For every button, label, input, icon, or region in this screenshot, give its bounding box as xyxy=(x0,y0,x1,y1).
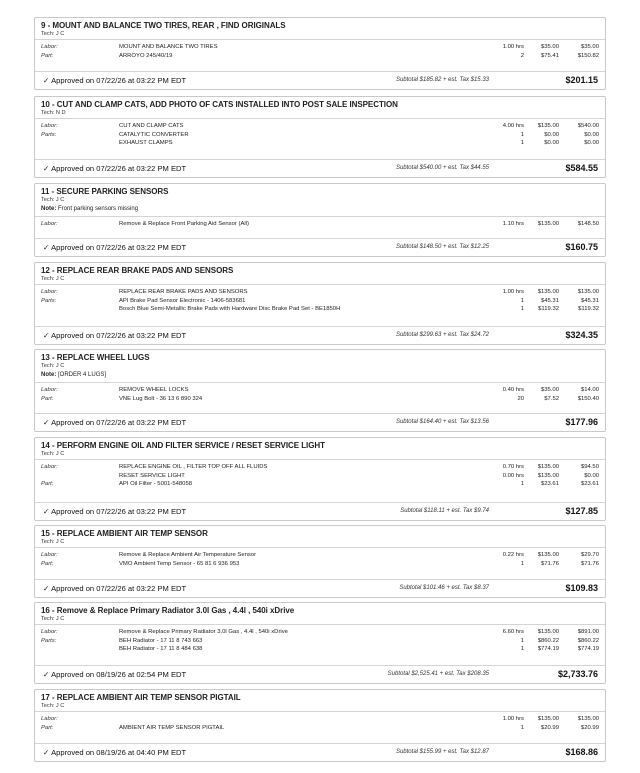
approval-text: Approved on 07/22/26 at 03:22 PM EDT xyxy=(51,243,187,252)
line-item xyxy=(41,480,599,489)
note-text: Front parking sensors missing xyxy=(58,206,139,212)
line-description: REPLACE REAR BRAKE PADS AND SENSORS xyxy=(119,289,248,295)
job-card xyxy=(34,262,606,345)
line-type: Labor: xyxy=(41,464,58,470)
line-amount: $35.00 xyxy=(580,44,599,50)
subtotal-text: Subtotal $185.82 + est. Tax $15.33 xyxy=(395,77,489,83)
note-text: [ORDER 4 LUGS] xyxy=(58,372,107,378)
check-icon: ✓ xyxy=(43,331,50,340)
line-description: RESET SERVICE LIGHT xyxy=(119,472,185,479)
job-card xyxy=(34,183,606,257)
line-type: Labor: xyxy=(41,552,58,558)
job-total: $127.85 xyxy=(565,506,598,516)
line-description: VNE Lug Bolt - 36 13 6 890 324 xyxy=(119,395,203,402)
line-amount: $20.99 xyxy=(580,724,599,731)
line-quantity: 1 xyxy=(520,297,524,304)
line-description: Remove & Replace Primary Radiator 3.0l Gas , 4.4l , 540i xDrive xyxy=(119,629,288,635)
approval-text: Approved on 07/22/26 at 03:22 PM EDT xyxy=(51,584,187,593)
divider xyxy=(35,382,605,383)
approval-text: Approved on 07/22/26 at 03:22 PM EDT xyxy=(51,164,187,173)
job-card xyxy=(34,602,606,684)
line-quantity: 4.00 hrs xyxy=(502,123,524,129)
subtotal-text: Subtotal $155.99 + est. Tax $12.87 xyxy=(395,749,489,755)
approval-status xyxy=(43,331,186,340)
line-item xyxy=(41,288,599,297)
line-type: Part: xyxy=(41,52,54,59)
line-rate: $0.00 xyxy=(544,140,559,147)
line-rate: $860.22 xyxy=(537,637,559,644)
line-item xyxy=(41,645,599,654)
line-item xyxy=(41,122,599,131)
check-icon: ✓ xyxy=(43,76,50,85)
line-items xyxy=(41,122,599,148)
job-card xyxy=(34,437,606,521)
job-footer xyxy=(41,73,599,89)
line-amount: $135.00 xyxy=(577,289,599,295)
line-type: Part: xyxy=(41,560,54,567)
line-items xyxy=(41,628,599,654)
line-rate: $35.00 xyxy=(540,387,559,393)
divider xyxy=(35,118,605,119)
job-footer xyxy=(41,745,599,761)
subtotal-text: Subtotal $118.11 + est. Tax $9.74 xyxy=(400,508,489,514)
job-footer xyxy=(41,161,599,177)
divider xyxy=(35,71,605,72)
line-description: EXHAUST CLAMPS xyxy=(119,140,173,147)
line-quantity: 1 xyxy=(520,481,524,488)
line-rate: $135.00 xyxy=(537,123,559,129)
line-rate: $71.76 xyxy=(540,560,559,567)
line-amount: $119.32 xyxy=(578,306,599,313)
job-header xyxy=(41,353,599,378)
job-total: $177.96 xyxy=(565,417,598,427)
line-rate: $135.00 xyxy=(537,289,559,295)
job-footer xyxy=(41,240,599,256)
tech-label: Tech: J C xyxy=(41,197,65,203)
line-description: Remove & Replace Ambient Air Temperature Sensor xyxy=(119,552,257,558)
job-title: 15 - REPLACE AMBIENT AIR TEMP SENSOR xyxy=(41,529,208,538)
line-items xyxy=(41,463,599,489)
line-type: Part: xyxy=(41,395,54,402)
line-item xyxy=(41,305,599,314)
divider xyxy=(35,579,605,580)
approval-status xyxy=(43,418,186,427)
line-quantity: 20 xyxy=(517,395,524,402)
line-amount: $891.00 xyxy=(577,629,599,635)
subtotal-text: Subtotal $164.40 + est. Tax $13.56 xyxy=(395,419,489,425)
line-items xyxy=(41,288,599,314)
approval-text: Approved on 07/22/26 at 03:22 PM EDT xyxy=(51,418,187,427)
divider xyxy=(35,743,605,744)
line-type: Labor: xyxy=(41,629,58,635)
job-title: 14 - PERFORM ENGINE OIL AND FILTER SERVICE / RESET SERVICE LIGHT xyxy=(41,441,325,450)
line-amount: $23.61 xyxy=(580,481,599,488)
line-rate: $135.00 xyxy=(537,221,559,227)
job-footer xyxy=(41,328,599,344)
divider xyxy=(35,216,605,217)
divider xyxy=(35,284,605,285)
line-item xyxy=(41,551,599,560)
job-footer xyxy=(41,504,599,520)
line-amount: $860.22 xyxy=(577,637,599,644)
line-type: Labor: xyxy=(41,44,58,50)
line-quantity: 0.40 hrs xyxy=(502,387,524,393)
line-quantity: 1.10 hrs xyxy=(502,221,524,227)
divider xyxy=(35,326,605,327)
approval-status xyxy=(43,243,186,252)
line-description: MOUNT AND BALANCE TWO TIRES xyxy=(119,44,218,50)
line-quantity: 0.70 hrs xyxy=(502,464,524,470)
subtotal-text: Subtotal $101.46 + est. Tax $8.37 xyxy=(399,585,489,591)
line-quantity: 1 xyxy=(520,306,524,313)
check-icon: ✓ xyxy=(43,670,50,679)
check-icon: ✓ xyxy=(43,164,50,173)
line-items xyxy=(41,715,599,732)
job-header xyxy=(41,187,599,212)
line-amount: $45.31 xyxy=(580,297,599,304)
line-quantity: 1 xyxy=(520,131,524,138)
approval-text: Approved on 08/19/26 at 04:40 PM EDT xyxy=(51,748,187,757)
line-amount: $148.50 xyxy=(577,221,599,227)
line-rate: $23.61 xyxy=(540,481,559,488)
line-quantity: 1 xyxy=(520,560,524,567)
line-amount: $774.19 xyxy=(577,646,599,653)
line-type: Part: xyxy=(41,724,54,731)
job-header xyxy=(41,693,599,709)
job-total: $109.83 xyxy=(565,583,598,593)
divider xyxy=(35,39,605,40)
approval-status xyxy=(43,670,186,679)
line-item xyxy=(41,131,599,140)
line-rate: $135.00 xyxy=(537,552,559,558)
job-title: 12 - REPLACE REAR BRAKE PADS AND SENSORS xyxy=(41,266,234,275)
job-footer xyxy=(41,415,599,431)
line-type: Labor: xyxy=(41,123,58,129)
line-type: Parts: xyxy=(41,637,57,644)
line-rate: $75.41 xyxy=(540,52,559,59)
line-item xyxy=(41,628,599,637)
line-rate: $45.31 xyxy=(540,297,559,304)
line-rate: $35.00 xyxy=(540,44,559,50)
job-footer xyxy=(41,581,599,597)
line-amount: $540.00 xyxy=(577,123,599,129)
line-quantity: 1.00 hrs xyxy=(502,716,524,722)
approval-status xyxy=(43,584,186,593)
line-description: CUT AND CLAMP CATS xyxy=(119,123,184,129)
line-description: API Brake Pad Sensor Electronic - 1406-583681 xyxy=(119,297,246,304)
divider xyxy=(35,502,605,503)
job-note xyxy=(41,372,599,378)
approval-text: Approved on 07/22/26 at 03:22 PM EDT xyxy=(51,76,187,85)
job-total: $160.75 xyxy=(565,242,598,252)
line-item xyxy=(41,52,599,61)
job-header xyxy=(41,21,599,37)
line-quantity: 0.00 hrs xyxy=(502,472,524,479)
line-quantity: 1 xyxy=(520,646,524,653)
line-items xyxy=(41,220,599,229)
line-type: Parts: xyxy=(41,131,57,138)
line-amount: $135.00 xyxy=(577,716,599,722)
job-total: $2,733.76 xyxy=(557,669,598,679)
tech-label: Tech: J C xyxy=(41,451,65,457)
job-title: 17 - REPLACE AMBIENT AIR TEMP SENSOR PIGTAIL xyxy=(41,693,241,702)
line-item xyxy=(41,220,599,229)
line-description: AMBIENT AIR TEMP SENSOR PIGTAIL xyxy=(119,724,225,731)
line-item xyxy=(41,560,599,569)
job-card xyxy=(34,689,606,762)
line-item xyxy=(41,472,599,481)
divider xyxy=(35,159,605,160)
line-description: BEH Radiator - 17 11 8 743 663 xyxy=(119,637,203,644)
line-item xyxy=(41,297,599,306)
divider xyxy=(35,624,605,625)
line-item xyxy=(41,43,599,52)
job-title: 9 - MOUNT AND BALANCE TWO TIRES, REAR , FIND ORIGINALS xyxy=(41,21,286,30)
tech-label: Tech: N D xyxy=(41,110,66,116)
divider xyxy=(35,238,605,239)
job-note xyxy=(41,206,599,212)
line-item xyxy=(41,386,599,395)
line-description: ARROYO 245/40/19 xyxy=(119,52,173,59)
tech-label: Tech: J C xyxy=(41,363,65,369)
approval-status xyxy=(43,748,186,757)
line-quantity: 1 xyxy=(520,637,524,644)
line-quantity: 0.22 hrs xyxy=(502,552,524,558)
job-header xyxy=(41,529,599,545)
line-items xyxy=(41,43,599,60)
line-rate: $7.52 xyxy=(544,395,559,402)
line-item xyxy=(41,715,599,724)
approval-text: Approved on 08/19/26 at 02:54 PM EDT xyxy=(51,670,187,679)
line-type: Labor: xyxy=(41,221,58,227)
approval-status xyxy=(43,507,186,516)
line-amount: $0.00 xyxy=(584,140,599,147)
line-description: BEH Radiator - 17 11 8 484 638 xyxy=(119,646,203,653)
job-header xyxy=(41,100,599,116)
job-footer xyxy=(41,667,599,683)
note-label: Note: xyxy=(41,206,57,212)
tech-label: Tech: J C xyxy=(41,703,65,709)
line-quantity: 1 xyxy=(520,140,524,147)
line-quantity: 1 xyxy=(520,724,524,731)
job-total: $201.15 xyxy=(565,75,598,85)
divider xyxy=(35,459,605,460)
line-quantity: 1.00 hrs xyxy=(502,44,524,50)
approval-status xyxy=(43,164,186,173)
job-total: $584.55 xyxy=(565,163,598,173)
subtotal-text: Subtotal $540.00 + est. Tax $44.55 xyxy=(395,165,489,171)
line-type: Labor: xyxy=(41,716,58,722)
line-description: Bosch Blue Semi-Metallic Brake Pads with Hardware Disc Brake Pad Set - BE1850H xyxy=(119,306,341,313)
line-quantity: 2 xyxy=(520,52,524,59)
check-icon: ✓ xyxy=(43,418,50,427)
line-type: Labor: xyxy=(41,387,58,393)
divider xyxy=(35,711,605,712)
line-description: REMOVE WHEEL LOCKS xyxy=(119,387,189,393)
divider xyxy=(35,413,605,414)
divider xyxy=(35,547,605,548)
job-card xyxy=(34,349,606,432)
approval-text: Approved on 07/22/26 at 03:22 PM EDT xyxy=(51,507,187,516)
line-amount: $71.76 xyxy=(580,560,599,567)
line-amount: $0.00 xyxy=(584,131,599,138)
line-description: CATALYTIC CONVERTER xyxy=(119,131,189,138)
line-amount: $29.70 xyxy=(580,552,599,558)
line-type: Labor: xyxy=(41,289,58,295)
tech-label: Tech: J C xyxy=(41,539,65,545)
job-card xyxy=(34,96,606,178)
job-total: $324.35 xyxy=(565,330,598,340)
line-quantity: 6.60 hrs xyxy=(502,629,524,635)
line-rate: $20.99 xyxy=(540,724,559,731)
line-description: VMO Ambient Temp Sensor - 65 81 6 936 953 xyxy=(119,560,240,567)
line-amount: $14.00 xyxy=(580,387,599,393)
job-title: 16 - Remove & Replace Primary Radiator 3.0l Gas , 4.4l , 540i xDrive xyxy=(41,606,295,615)
line-amount: $150.40 xyxy=(577,395,599,402)
line-rate: $135.00 xyxy=(537,629,559,635)
line-item xyxy=(41,395,599,404)
line-amount: $94.50 xyxy=(580,464,599,470)
note-label: Note: xyxy=(41,372,57,378)
subtotal-text: Subtotal $2,525.41 + est. Tax $208.35 xyxy=(387,671,489,677)
line-quantity: 1.00 hrs xyxy=(502,289,524,295)
tech-label: Tech: J C xyxy=(41,276,65,282)
line-rate: $135.00 xyxy=(537,716,559,722)
line-rate: $119.32 xyxy=(538,306,559,313)
job-title: 13 - REPLACE WHEEL LUGS xyxy=(41,353,150,362)
check-icon: ✓ xyxy=(43,507,50,516)
line-amount: $150.82 xyxy=(577,52,599,59)
check-icon: ✓ xyxy=(43,243,50,252)
line-items xyxy=(41,551,599,568)
line-items xyxy=(41,386,599,403)
job-title: 10 - CUT AND CLAMP CATS, ADD PHOTO OF CATS INSTALLED INTO POST SALE INSPECTION xyxy=(41,100,398,109)
divider xyxy=(35,665,605,666)
job-total: $168.86 xyxy=(565,747,598,757)
line-description: REPLACE ENGINE OIL , FILTER TOP OFF ALL FLUIDS xyxy=(119,464,268,470)
subtotal-text: Subtotal $148.50 + est. Tax $12.25 xyxy=(395,244,489,250)
subtotal-text: Subtotal $299.63 + est. Tax $24.72 xyxy=(395,332,489,338)
job-card xyxy=(34,17,606,90)
line-rate: $0.00 xyxy=(544,131,559,138)
line-amount: $0.00 xyxy=(584,472,599,479)
line-item xyxy=(41,637,599,646)
line-rate: $774.19 xyxy=(537,646,559,653)
line-item xyxy=(41,463,599,472)
check-icon: ✓ xyxy=(43,584,50,593)
job-header xyxy=(41,441,599,457)
line-item xyxy=(41,139,599,148)
line-item xyxy=(41,724,599,733)
tech-label: Tech: J C xyxy=(41,616,65,622)
job-header xyxy=(41,606,599,622)
line-type: Part: xyxy=(41,481,54,488)
job-card xyxy=(34,525,606,598)
line-description: Remove & Replace Front Parking Aid Sensor (All) xyxy=(119,221,249,227)
line-description: API Oil Filter - 5001-548058 xyxy=(119,481,193,488)
line-rate: $135.00 xyxy=(537,464,559,470)
approval-text: Approved on 07/22/26 at 03:22 PM EDT xyxy=(51,331,187,340)
check-icon: ✓ xyxy=(43,748,50,757)
line-type: Parts: xyxy=(41,297,57,304)
tech-label: Tech: J C xyxy=(41,31,65,37)
job-title: 11 - SECURE PARKING SENSORS xyxy=(41,187,169,196)
approval-status xyxy=(43,76,186,85)
line-rate: $135.00 xyxy=(537,472,559,479)
job-header xyxy=(41,266,599,282)
